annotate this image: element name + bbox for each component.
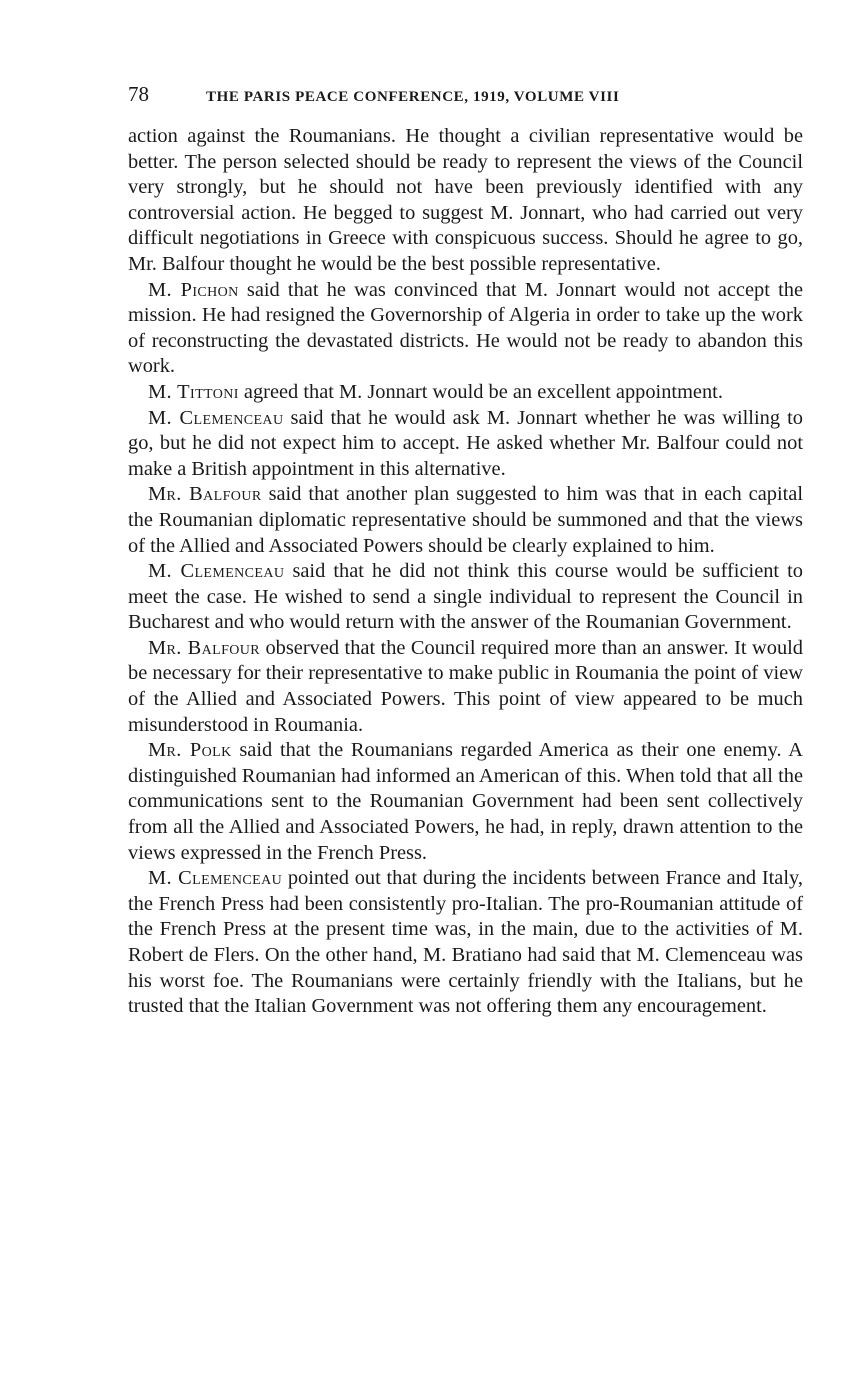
speaker-name: Mr. Balfour (148, 483, 262, 506)
running-head (128, 82, 803, 112)
paragraph (128, 124, 803, 278)
paragraph-text: action against the Roumanians. He thought a civilian representative would be better. The person selected should be ready to represent the views of the Council very strongly, but he should not have been previously identified with any controversial action. He begged to suggest M. Jonnart, who had carried out very difficult negotiations in Greece with conspicuous success. Should he agree to go, Mr. Balfour thought he would be the best possible representative. (128, 125, 803, 275)
page-number: 78 (128, 82, 149, 106)
speaker-name: M. Clemenceau (148, 406, 284, 429)
speaker-name: Mr. Balfour (148, 636, 261, 659)
paragraph (128, 559, 803, 636)
speaker-name: M. Clemenceau (148, 867, 283, 890)
paragraph (128, 380, 803, 406)
paragraph-text: observed that the Council required more than an answer. It would be necessary for their representative to make public in Roumania the point of view of the Allied and Associated Powers. This point of view appeared to be much misunderstood in Roumania. (128, 636, 803, 736)
speaker-name: Mr. Polk (148, 739, 232, 762)
paragraph-text: said that another plan suggested to him was that in each capital the Roumanian diplomatic representative should be summoned and that the views of the Allied and Associated Powers should be clearly explained to him. (128, 483, 804, 557)
body-text (128, 124, 803, 1020)
paragraph-text: said that he was convinced that M. Jonnart would not accept the mission. He had resigned the Governorship of Algeria in order to take up the work of reconstructing the devastated districts. He would not be ready to abandon this work. (128, 278, 803, 378)
paragraph (128, 866, 803, 1020)
paragraph (128, 738, 803, 866)
speaker-name: M. Clemenceau (148, 560, 285, 583)
paragraph-text: said that he did not think this course would be sufficient to meet the case. He wished to send a single individual to represent the Council in Bucharest and who would return with the answer of the Roumanian Government. (128, 560, 804, 634)
paragraph-text: said that he would ask M. Jonnart whether he was willing to go, but he did not expect him to accept. He asked whether Mr. Balfour could not make a British appointment in this alternative. (128, 406, 803, 480)
paragraph (128, 278, 803, 380)
paragraph-text: pointed out that during the incidents between France and Italy, the French Press had been consistently pro-Italian. The pro-Roumanian attitude of the French Press at the present time was, in the main, due to the activities of M. Robert de Flers. On the other hand, M. Bratiano had said that M. Clemenceau was his worst foe. The Roumanians were certainly friendly with the Italians, but he trusted that the Italian Government was not offering them any encouragement. (128, 867, 803, 1018)
speaker-name: M. Pichon (148, 278, 239, 301)
running-title: THE PARIS PEACE CONFERENCE, 1919, VOLUME VIII (206, 89, 620, 105)
speaker-name: M. Tittoni (148, 380, 239, 403)
paragraph (128, 406, 803, 483)
page (128, 82, 803, 1020)
paragraph-text: agreed that M. Jonnart would be an excellent appointment. (238, 380, 723, 403)
paragraph-text: said that the Roumanians regarded America as their one enemy. A distinguished Roumanian had informed an American of this. When told that all the communications sent to the Roumanian Government had been sent collectively from all the Allied and Associated Powers, he had, in reply, drawn attention to the views expressed in the French Press. (128, 739, 803, 864)
paragraph (128, 636, 803, 738)
paragraph (128, 482, 803, 559)
